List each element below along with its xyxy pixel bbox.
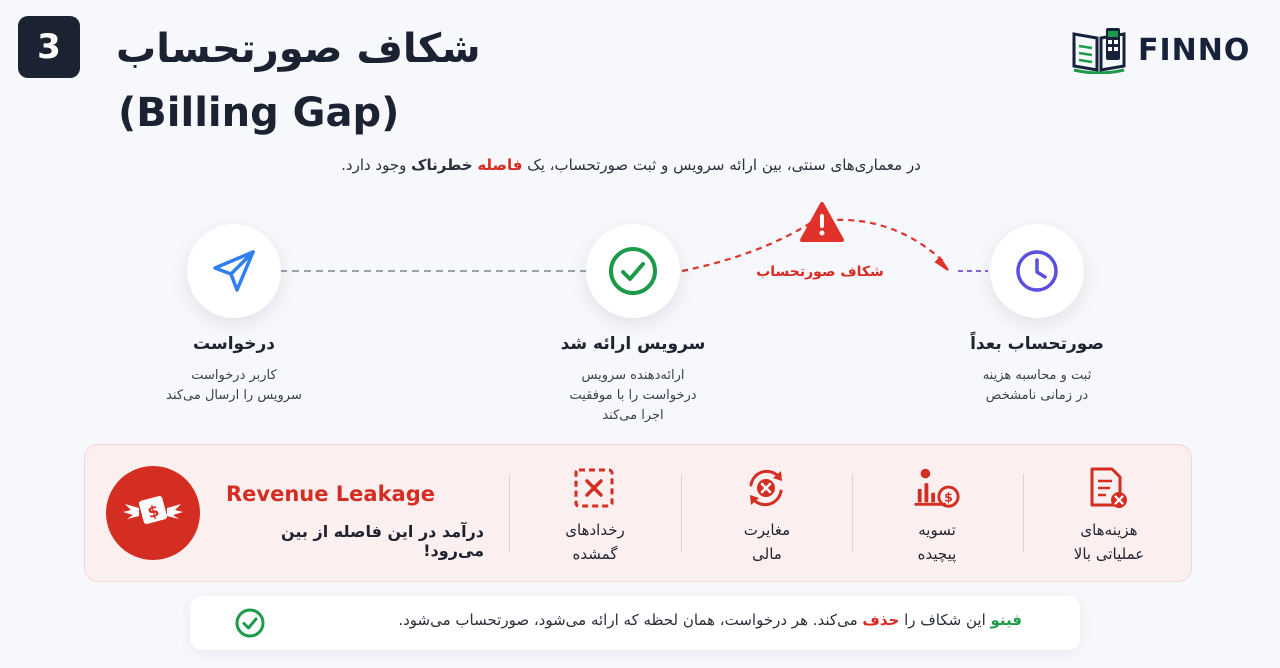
panel-divider [1023,474,1024,552]
section-number-badge: 3 [18,16,80,78]
step-billing-title: صورتحساب بعداً [970,334,1104,354]
page-title-english: (Billing Gap) [118,90,400,136]
complex-settlement-icon [912,465,960,511]
intro-part1: در معماری‌های سنتی، بین ارائه سرویس و ثبت صورتحساب، یک [522,156,921,174]
document-error-icon-wrap [1084,464,1132,512]
intro-part2: وجود دارد. [341,156,412,174]
item-settlement-label: تسویه پیچیده [917,521,957,563]
warning-triangle-icon [802,204,842,240]
panel-divider [509,474,510,552]
logo-text: FINNO [1138,32,1251,68]
step-request-circle [187,224,281,318]
panel-divider [852,474,853,552]
page-title-persian: شکاف صورتحساب [116,26,481,72]
missing-event-icon [572,466,616,510]
complex-settlement-icon-wrap [912,464,960,512]
mismatch-sync-icon-wrap [742,464,790,512]
leakage-subtitle: درآمد در این فاصله از بین می‌رود! [280,522,484,560]
check-circle-icon [234,607,266,639]
clock-icon [1012,246,1062,296]
gap-label: شکاف صورتحساب [756,264,884,280]
footer-removed: حذف [862,611,900,629]
footer-part2: می‌کند. هر درخواست، همان لحظه که ارائه می‌شود، صورتحساب می‌شود. [398,611,863,629]
paper-plane-icon [209,246,259,296]
item-operational-costs-label: هزینه‌های عملیاتی بالا [1073,521,1145,563]
gap-arrowhead [936,258,948,270]
step-billing-circle [990,224,1084,318]
step-billing-desc: ثبت و محاسبه هزینه در زمانی نامشخص [982,368,1092,403]
step-service-circle [586,224,680,318]
mismatch-sync-icon [743,465,789,511]
footer-part1: این شکاف را [899,611,991,629]
item-missing-events-label: رخدادهای گمشده [565,521,625,563]
item-mismatch-label: مغایرت مالی [743,521,791,563]
check-circle-icon [606,244,660,298]
document-error-icon [1086,465,1130,511]
intro-highlight-gap: فاصله [477,156,523,174]
step-service-title: سرویس ارائه شد [560,334,706,354]
panel-divider [681,474,682,552]
leakage-circle [106,466,200,560]
footer-brand: فینو [990,611,1022,629]
missing-event-icon-wrap [570,464,618,512]
intro-highlight-danger: خطرناک [411,156,473,174]
flying-money-icon [121,488,185,538]
leakage-title: Revenue Leakage [226,482,436,506]
footer-text [282,611,1022,629]
step-request-desc: کاربر درخواست سرویس را ارسال می‌کند [166,368,302,403]
svg-text:$: $ [944,489,953,505]
step-service-desc: ارائه‌دهنده سرویس درخواست را با موفقیت اجرا می‌کند [569,368,697,423]
step-request-title: درخواست [193,334,275,354]
svg-text:$: $ [145,500,162,523]
